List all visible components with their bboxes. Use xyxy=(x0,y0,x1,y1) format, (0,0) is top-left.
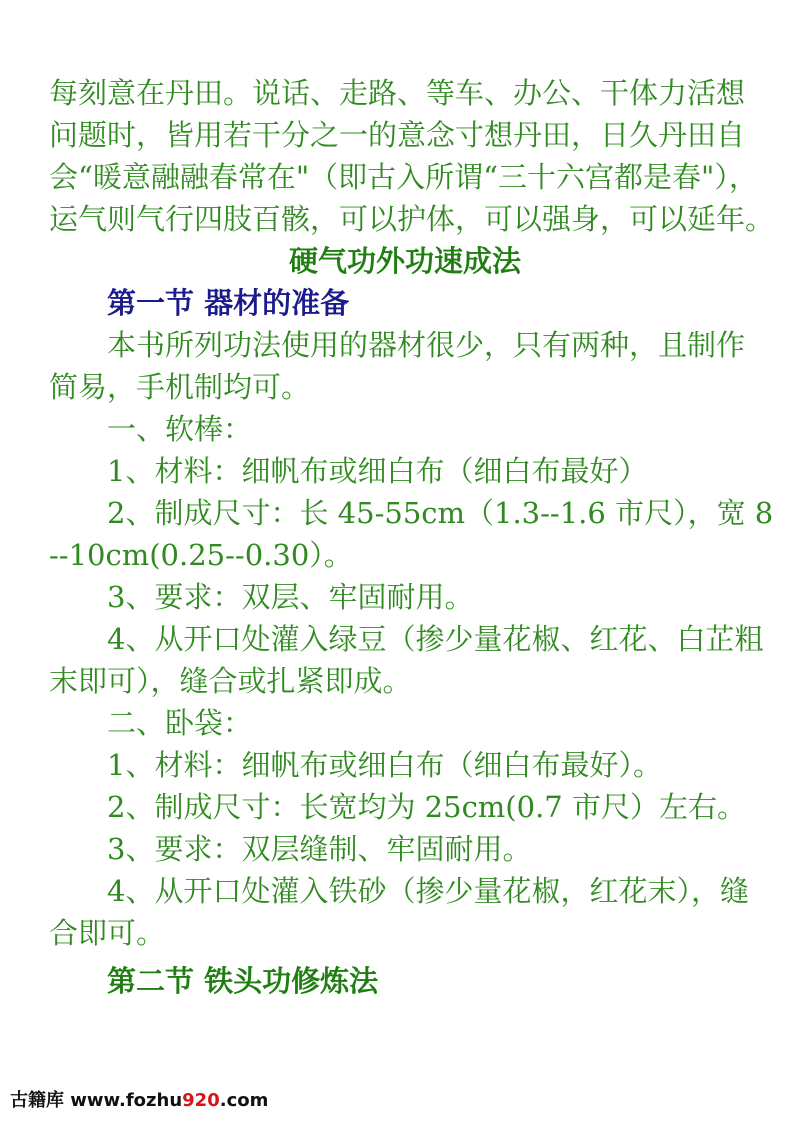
item-1-fill-line-1: 4、从开口处灌入绿豆（掺少量花椒、红花、白芷粗 xyxy=(107,622,764,656)
footer-number: 920 xyxy=(182,1090,220,1111)
footer-suffix: .com xyxy=(219,1090,269,1111)
section-2-title: 第二节 铁头功修炼法 xyxy=(107,964,379,998)
intro-line-2: 问题时，皆用若干分之一的意念寸想丹田，日久丹田自 xyxy=(49,118,746,152)
section-1-para-line-2: 简易，手机制均可。 xyxy=(49,370,311,404)
document-page xyxy=(49,72,775,1002)
chapter-title: 硬气功外功速成法 xyxy=(288,244,521,278)
item-1-requirement: 3、要求：双层、牢固耐用。 xyxy=(107,580,474,614)
item-2-fill-line-2: 合即可。 xyxy=(49,916,166,950)
item-2-heading: 二、卧袋： xyxy=(107,706,253,740)
footer-watermark xyxy=(10,1086,268,1112)
item-1-fill-line-2: 末即可），缝合或扎紧即成。 xyxy=(49,664,412,698)
item-2-fill-line-1: 4、从开口处灌入铁砂（掺少量花椒，红花末），缝 xyxy=(107,874,749,908)
intro-line-4: 运气则气行四肢百骸，可以护体，可以强身，可以延年。 xyxy=(49,202,775,236)
item-1-heading: 一、软棒： xyxy=(107,412,253,446)
intro-line-1: 每刻意在丹田。说话、走路、等车、办公、干体力活想 xyxy=(49,76,746,110)
section-1-title: 第一节 器材的准备 xyxy=(107,286,350,320)
item-2-material: 1、材料：细帆布或细白布（细白布最好）。 xyxy=(107,748,662,782)
footer-brand: 古籍库 www.fozhu xyxy=(10,1090,183,1111)
item-2-requirement: 3、要求：双层缝制、牢固耐用。 xyxy=(107,832,532,866)
item-2-size: 2、制成尺寸：长宽均为 25cm(0.7 市尺）左右。 xyxy=(107,790,746,824)
item-1-material: 1、材料：细帆布或细白布（细白布最好） xyxy=(107,454,648,488)
intro-line-3: 会“暖意融融春常在"（即古入所谓“三十六宫都是春"）， xyxy=(49,160,758,194)
item-1-size-line-1: 2、制成尺寸：长 45-55cm（1.3--1.6 市尺），宽 8 xyxy=(107,496,774,530)
item-1-size-line-2: --10cm(0.25--0.30）。 xyxy=(49,538,353,572)
section-1-para-line-1: 本书所列功法使用的器材很少，只有两种，且制作 xyxy=(107,328,746,362)
